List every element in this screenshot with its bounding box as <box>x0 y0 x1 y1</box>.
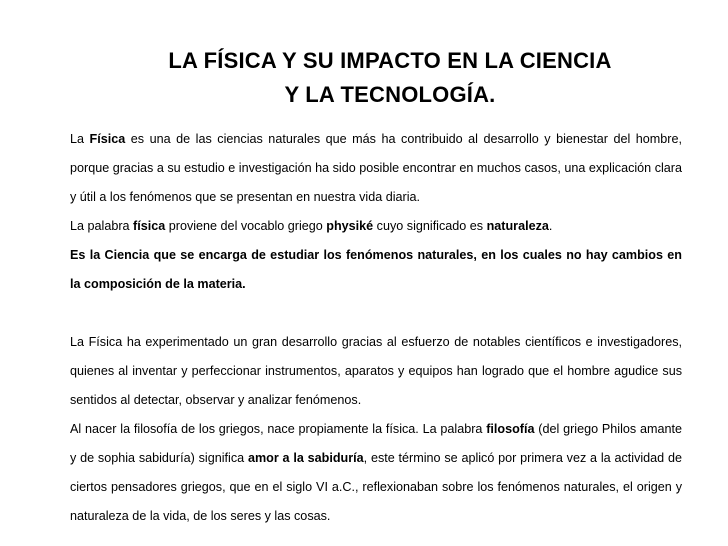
p1-text-a: La <box>70 132 90 146</box>
paragraph-etymology <box>70 212 682 241</box>
p5-bold-amor: amor a la sabiduría <box>247 451 364 465</box>
paragraph-bold-definition <box>70 241 682 299</box>
p1-text-c: es una de las ciencias naturales que más ha contribuido al desarrollo y bienestar del hombre, porque gracias a su estudio e investigación ha sido posible encontrar en muchos casos, una explicación clara y útil a los fenómenos que se presentan en nuestra vida diaria. <box>70 132 682 204</box>
paragraph-spacer <box>70 299 682 328</box>
p5-text-c: (del griego Philos amante y de sophia sabiduría) significa <box>70 422 683 465</box>
p5-text-e: , este término se aplicó por primera vez a la actividad de ciertos pensadores griegos, que en el siglo VI a.C., reflexionaban sobre los fenómenos naturales, el origen y naturaleza de la vida, de los seres y las cosas. <box>70 451 682 523</box>
p5-text-a: Al nacer la filosofía de los griegos, nace propiamente la física. La palabra <box>70 422 487 436</box>
p2-bold-physike: physiké <box>326 219 374 233</box>
p1-bold-fisica: Física <box>89 132 126 146</box>
paragraph-definition <box>70 125 682 212</box>
slide-title-line-2: Y LA TECNOLOGÍA. <box>284 82 496 107</box>
p2-text-g: . <box>548 219 553 233</box>
p5-bold-filosofia: filosofía <box>486 422 535 436</box>
p2-text-e: cuyo significado es <box>373 219 487 233</box>
p3-bold-text: Es la Ciencia que se encarga de estudiar los fenómenos naturales, en los cuales no hay cambios en la composición de la materia. <box>70 248 682 291</box>
p2-text-a: La palabra <box>70 219 134 233</box>
p2-bold-naturaleza: naturaleza <box>486 219 549 233</box>
paragraph-development <box>70 328 682 415</box>
paragraph-philosophy <box>70 415 682 531</box>
p2-bold-fisica: física <box>133 219 166 233</box>
slide-body <box>70 125 682 531</box>
slide-title-line-1: LA FÍSICA Y SU IMPACTO EN LA CIENCIA <box>168 48 612 73</box>
p2-text-c: proviene del vocablo griego <box>165 219 327 233</box>
p4-text: La Física ha experimentado un gran desarrollo gracias al esfuerzo de notables científicos e investigadores, quienes al inventar y perfeccionar instrumentos, aparatos y equipos han logrado que el hombre agudice sus sentidos al detectar, observar y analizar fenómenos. <box>70 335 682 407</box>
